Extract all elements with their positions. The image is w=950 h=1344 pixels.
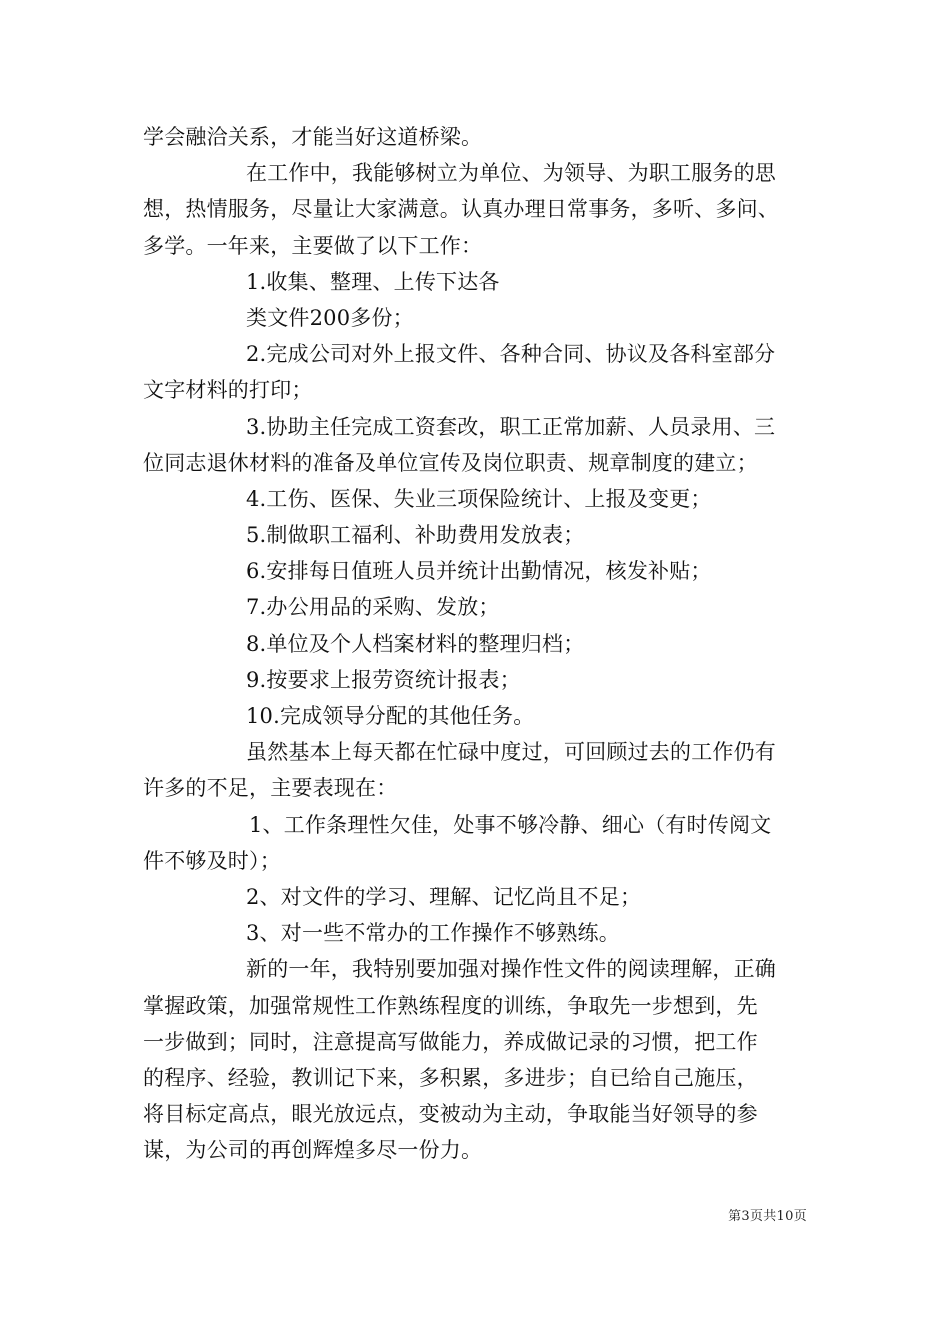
document-body [143, 119, 807, 1168]
text-line: 虽然基本上每天都在忙碌中度过，可回顾过去的工作仍有 [246, 740, 776, 765]
text-line: 学会融洽关系，才能当好这道桥梁。 [143, 125, 483, 149]
text-line: 件不够及时）； [143, 848, 281, 873]
list-item: 4.工伤、医保、失业三项保险统计、上报及变更； [246, 486, 712, 511]
list-item: 2.完成公司对外上报文件、各种合同、协议及各科室部分 [246, 342, 776, 367]
text-line: 的程序、经验，教训记下来，多积累，多进步；自已给自己施压， [143, 1065, 758, 1090]
list-item: 2、对文件的学习、理解、记忆尚且不足； [246, 884, 642, 909]
text-line: 将目标定高点，眼光放远点，变被动为主动，争取能当好领导的参 [143, 1102, 758, 1127]
list-item: 1、工作条理性欠佳，处事不够冷静、细心（有时传阅文 [249, 812, 772, 837]
text-line: 在工作中，我能够树立为单位、为领导、为职工服务的思 [246, 161, 776, 186]
text-line: 掌握政策，加强常规性工作熟练程度的训练，争取先一步想到，先 [143, 993, 758, 1018]
list-item: 7.办公用品的采购、发放； [246, 595, 500, 620]
list-item: 1.收集、整理、上传下达各 [246, 269, 500, 294]
text-line: 类文件200多份； [246, 305, 414, 330]
list-item: 10.完成领导分配的其他任务。 [246, 704, 535, 728]
list-item: 8.单位及个人档案材料的整理归档； [246, 631, 585, 656]
text-line: 多学。一年来，主要做了以下工作： [143, 233, 483, 258]
text-line: 许多的不足，主要表现在： [143, 776, 398, 801]
list-item: 5.制做职工福利、补助费用发放表； [246, 523, 585, 548]
text-line: 想，热情服务，尽量让大家满意。认真办理日常事务，多听、多问、 [143, 197, 779, 222]
text-line: 谋，为公司的再创辉煌多尽一份力。 [143, 1138, 483, 1163]
list-item: 6.安排每日值班人员并统计出勤情况，核发补贴； [246, 559, 712, 584]
text-line: 位同志退休材料的准备及单位宣传及岗位职责、规章制度的建立； [143, 450, 758, 475]
text-line: 一步做到；同时，注意提高写做能力，养成做记录的习惯，把工作 [143, 1029, 758, 1054]
list-item: 9.按要求上报劳资统计报表； [246, 667, 521, 692]
list-item: 3、对一些不常办的工作操作不够熟练。 [246, 921, 620, 946]
page-number: 第3页共10页 [728, 1209, 807, 1224]
text-line: 新的一年，我特别要加强对操作性文件的阅读理解，正确 [246, 957, 776, 982]
list-item: 3.协助主任完成工资套改，职工正常加薪、人员录用、三 [246, 414, 776, 439]
text-line: 文字材料的打印； [143, 378, 313, 403]
